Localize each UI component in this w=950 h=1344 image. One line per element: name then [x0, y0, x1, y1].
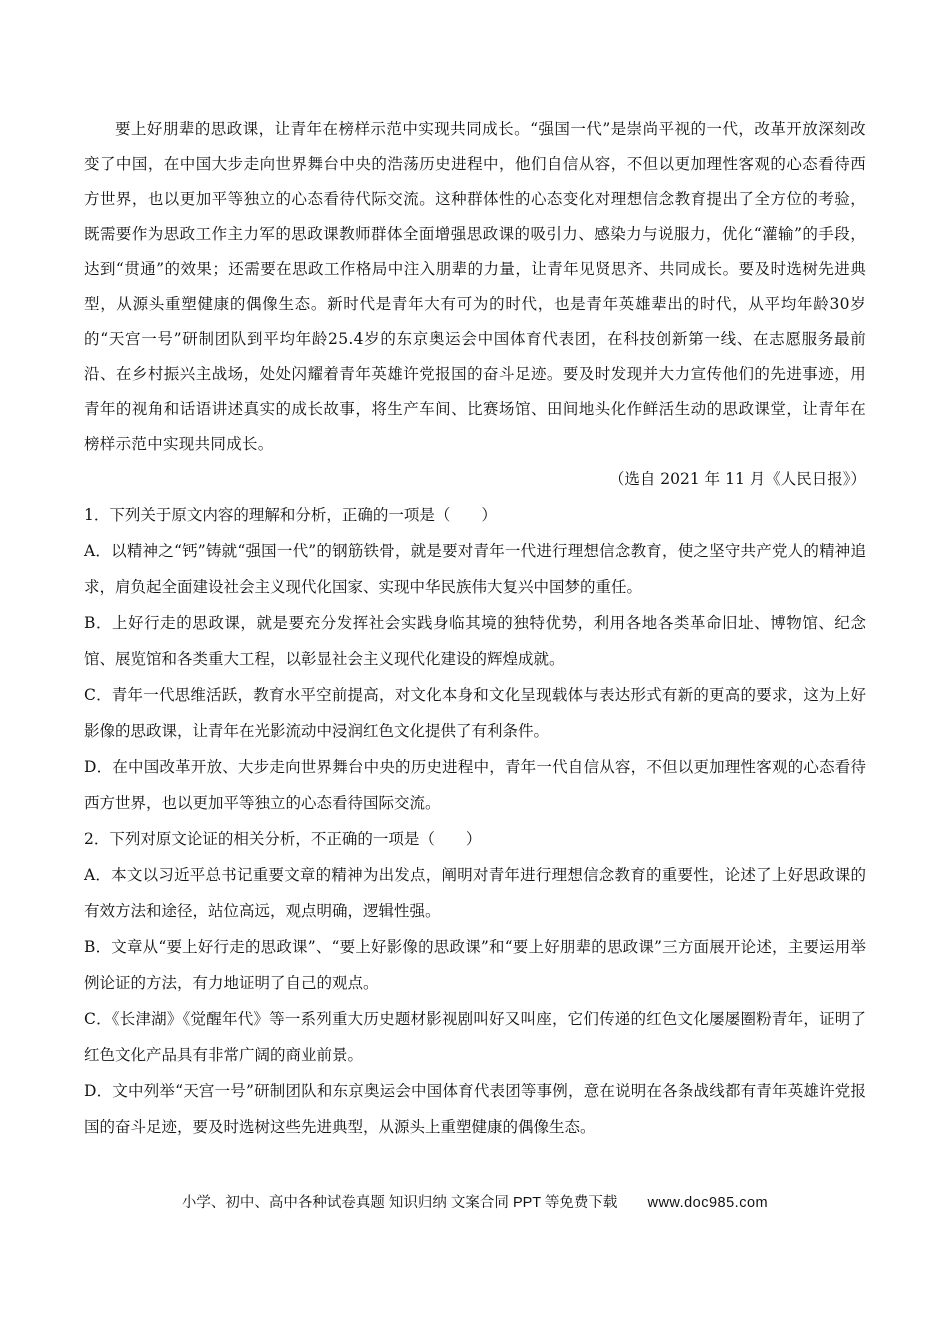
question-1-stem: 1．下列关于原文内容的理解和分析，正确的一项是（ ）: [84, 506, 497, 524]
question-1: [84, 497, 866, 821]
question-2-option-d: D．文中列举“天宫一号”研制团队和东京奥运会中国体育代表团等事例，意在说明在各条战线都有青年英雄许党报国的奋斗足迹，要及时选树这些先进典型，从源头上重塑健康的偶像生态。: [84, 1082, 866, 1136]
passage-source: （选自 2021 年 11 月《人民日报》）: [608, 470, 866, 488]
footer-site-link[interactable]: www.doc985.com: [647, 1195, 769, 1211]
document-body: [84, 112, 866, 1145]
passage-paragraph: 要上好朋辈的思政课，让青年在榜样示范中实现共同成长。“强国一代”是崇尚平视的一代，改革开放深刻改变了中国，在中国大步走向世界舞台中央的浩荡历史进程中，他们自信从容，不但以更加理性客观的心态看待西方世界，也以更加平等独立的心态看待代际交流。这种群体性的心态变化对理想信念教育提出了全方位的考验，既需要作为思政工作主力军的思政课教师群体全面增强思政课的吸引力、感染力与说服力，优化“灌输”的手段，达到“贯通”的效果；还需要在思政工作格局中注入朋辈的力量，让青年见贤思齐、共同成长。要及时选树先进典型，从源头重塑健康的偶像生态。新时代是青年大有可为的时代，也是青年英雄辈出的时代，从平均年龄30岁的“天宫一号”研制团队到平均年龄25.4岁的东京奥运会中国体育代表团，在科技创新第一线、在志愿服务最前沿、在乡村振兴主战场，处处闪耀着青年英雄许党报国的奋斗足迹。要及时发现并大力宣传他们的先进事迹，用青年的视角和话语讲述真实的成长故事，将生产车间、比赛场馆、田间地头化作鲜活生动的思政课堂，让青年在榜样示范中实现共同成长。: [84, 120, 866, 453]
question-1-option-a: A．以精神之“钙”铸就“强国一代”的钢筋铁骨，就是要对青年一代进行理想信念教育，使之坚守共产党人的精神追求，肩负起全面建设社会主义现代化国家、实现中华民族伟大复兴中国梦的重任。: [84, 542, 866, 596]
question-2-option-a: A．本文以习近平总书记重要文章的精神为出发点，阐明对青年进行理想信念教育的重要性，论述了上好思政课的有效方法和途径，站位高远，观点明确，逻辑性强。: [84, 866, 866, 920]
question-1-option-b: B．上好行走的思政课，就是要充分发挥社会实践身临其境的独特优势，利用各地各类革命旧址、博物馆、纪念馆、展览馆和各类重大工程，以彰显社会主义现代化建设的辉煌成就。: [84, 614, 866, 668]
footer-text: 小学、初中、高中各种试卷真题 知识归纳 文案合同 PPT 等免费下载: [181, 1195, 618, 1211]
question-1-option-d: D．在中国改革开放、大步走向世界舞台中央的历史进程中，青年一代自信从容，不但以更加理性客观的心态看待西方世界，也以更加平等独立的心态看待国际交流。: [84, 758, 866, 812]
question-2-option-c: C．《长津湖》《觉醒年代》等一系列重大历史题材影视剧叫好又叫座，它们传递的红色文化屡屡圈粉青年，证明了红色文化产品具有非常广阔的商业前景。: [84, 1010, 866, 1064]
question-2-option-b: B．文章从“要上好行走的思政课”、“要上好影像的思政课”和“要上好朋辈的思政课”三方面展开论述，主要运用举例论证的方法，有力地证明了自己的观点。: [84, 938, 866, 992]
question-2-stem: 2．下列对原文论证的相关分析，不正确的一项是（ ）: [84, 830, 482, 848]
question-1-option-c: C．青年一代思维活跃，教育水平空前提高，对文化本身和文化呈现载体与表达形式有新的更高的要求，这为上好影像的思政课，让青年在光影流动中浸润红色文化提供了有利条件。: [84, 686, 866, 740]
question-2: [84, 821, 866, 1145]
page-footer: [0, 1191, 950, 1212]
